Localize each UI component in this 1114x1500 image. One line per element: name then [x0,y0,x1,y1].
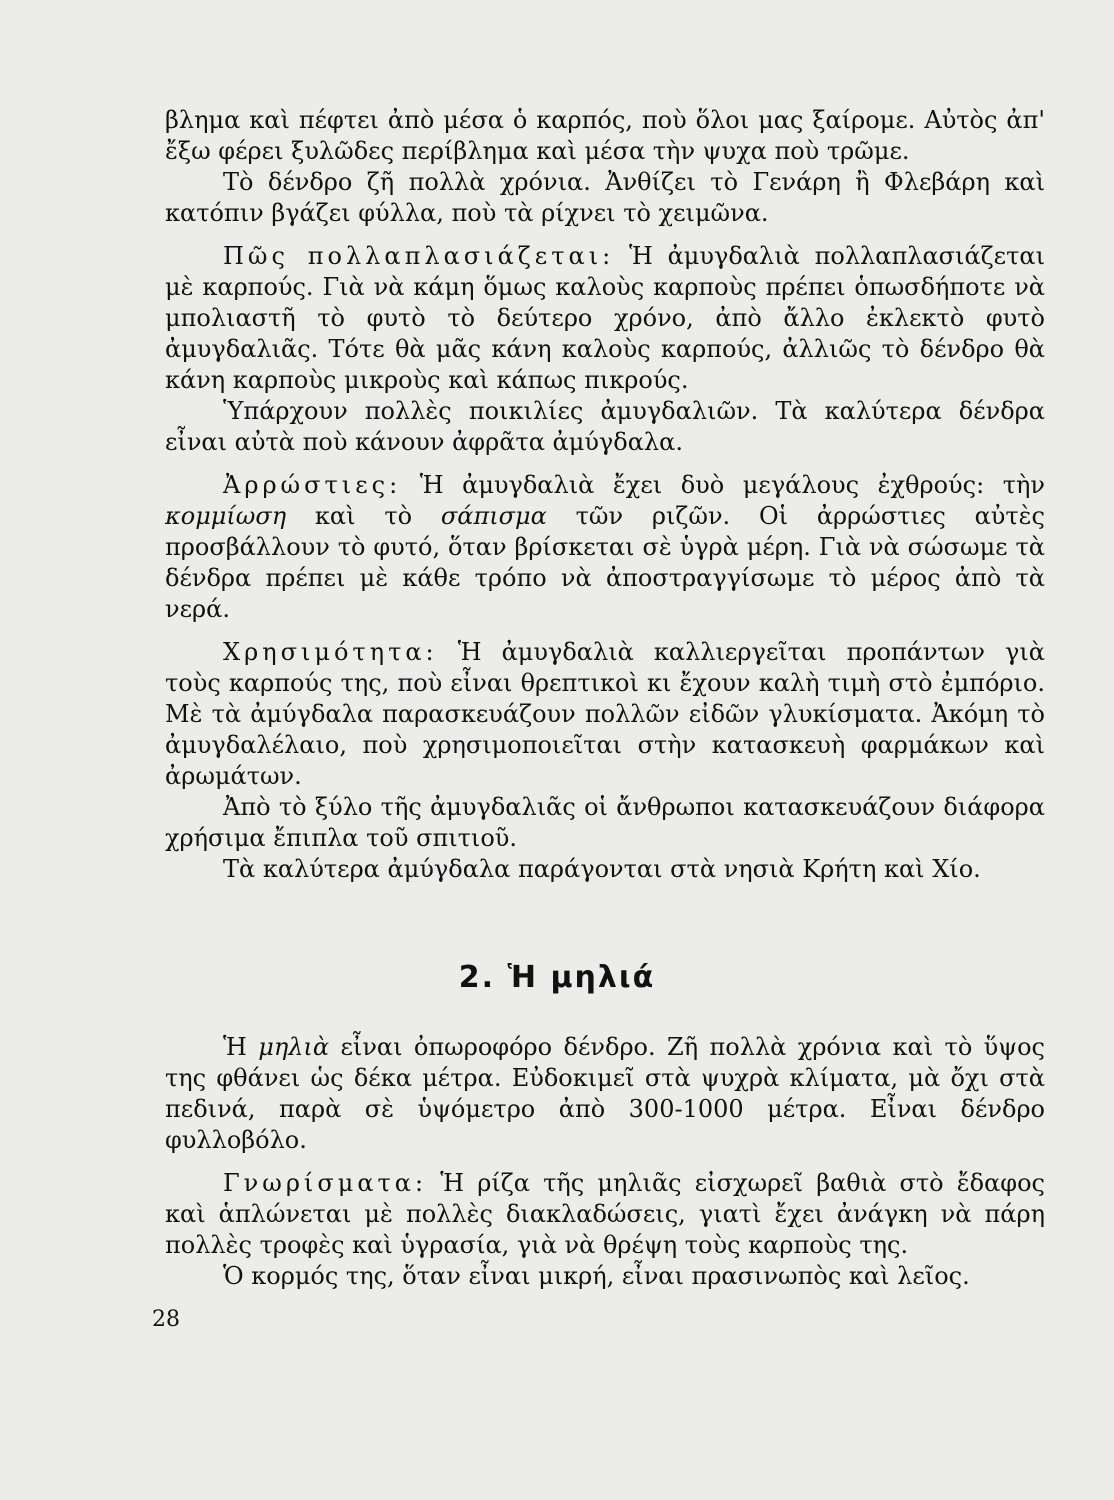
section-almond-text [165,105,1045,885]
multiplication-text: Ἡ ἀμυγδαλιὰ πολλαπλασιάζεται μὲ καρπούς. Γιὰ νὰ κάμη ὅμως καλοὺς καρποὺς πρέπει ὁπωσδήποτε νὰ μπολιαστῆ τὸ φυτὸ τὸ δεύτερο χρόνο, ἀπὸ ἄλλο ἐκλεκτὸ φυτὸ ἀμυγδαλιᾶς. Τότε θὰ μᾶς κάνη καλοὺς καρπούς, ἀλλιῶς τὸ δένδρο θὰ κάνη καρποὺς μικροὺς καὶ κάπως πικρούς. [165,242,1045,394]
paragraph-diseases [165,470,1045,625]
apple-intro-rest: εἶναι ὀπωροφόρο δένδρο. Ζῆ πολλὰ χρόνια καὶ τὸ ὕψος της φθάνει ὡς δέκα μέτρα. Εὐδοκιμεῖ στὰ ψυχρὰ κλίματα, μὰ ὄχι στὰ πεδινά, παρὰ σὲ ὑψόμετρο ἀπὸ 300-1000 μέτρα. Εἶναι δένδρο φυλλοβόλο. [165,1033,1045,1154]
diseases-text-middle: καὶ τὸ [314,502,413,530]
paragraph-lifespan: Τὸ δένδρο ζῆ πολλὰ χρόνια. Ἀνθίζει τὸ Γενάρη ἢ Φλεβάρη καὶ κατόπιν βγάζει φύλλα, ποὺ τὰ ρίχνει τὸ χειμῶνα. [165,168,1045,227]
paragraph-apple-features [165,1168,1045,1261]
paragraph-usefulness [165,637,1045,792]
page-number: 28 [152,1307,180,1332]
usefulness-text: Ἡ ἀμυγδαλιὰ καλλιεργεῖται προπάντων γιὰ τοὺς καρπούς της, ποὺ εἶναι θρεπτικοὶ κι ἔχουν καλὴ τιμὴ στὸ ἐμπόριο. Μὲ τὰ ἀμύγδαλα παρασκευάζουν πολλῶν εἰδῶν γλυκίσματα. Ἀκόμη τὸ ἀμυγδαλέλαιο, ποὺ χρησιμοποιεῖται στὴν κατασκευὴ φαρμάκων καὶ ἀρωμάτων. [165,638,1045,790]
disease-term-rot: σάπισμα [440,502,547,530]
paragraph-multiplication [165,241,1045,396]
diseases-text-before: Ἡ ἀμυγδαλιὰ ἔχει δυὸ μεγάλους ἐχθρούς: τὴν [419,471,1045,499]
features-label: Γνωρίσματα: [223,1169,428,1197]
paragraph-apple-intro [165,1032,1045,1156]
usefulness-label: Χρησιμότητα: [223,638,438,666]
paragraph-fruit: βλημα καὶ πέφτει ἀπὸ μέσα ὁ καρπός, ποὺ ὅλοι μας ξαίρομε. Αὐτὸς ἀπ' ἔξω φέρει ξυλῶδες περίβλημα καὶ μέσα τὴν ψυχα ποὺ τρῶμε. [165,106,1045,165]
paragraph-wood: Ἀπὸ τὸ ξύλο τῆς ἀμυγδαλιᾶς οἱ ἄνθρωποι κατασκευάζουν διάφορα χρήσιμα ἔπιπλα τοῦ σπιτιοῦ. [165,793,1045,852]
multiplication-label: Πῶς πολλαπλασιάζεται: [223,242,615,270]
diseases-text-after: τῶν ριζῶν. Οἱ ἀρρώστιες αὐτὲς προσβάλλουν τὸ φυτό, ὅταν βρίσκεται σὲ ὑγρὰ μέρη. Γιὰ νὰ σώσωμε τὰ δένδρα πρέπει μὲ κάθε τρόπο νὰ ἀποστραγγίσωμε τὸ μέρος ἀπὸ τὰ νερά. [165,502,1045,623]
features-text: Ἡ ρίζα τῆς μηλιᾶς εἰσχωρεῖ βαθιὰ στὸ ἔδαφος καὶ ἁπλώνεται μὲ πολλὲς διακλαδώσεις, γιατὶ ἔχει ἀνάγκη νὰ πάρη πολλὲς τροφὲς καὶ ὑγρασία, γιὰ νὰ θρέψη τοὺς καρποὺς της. [165,1169,1045,1259]
section-apple-text [165,1032,1045,1292]
paragraph-apple-trunk: Ὁ κορμός της, ὅταν εἶναι μικρή, εἶναι πρασινωπὸς καὶ λεῖος. [223,1262,970,1290]
diseases-label: Ἀρρώστιες: [223,471,402,499]
paragraph-best-almonds: Τὰ καλύτερα ἀμύγδαλα παράγονται στὰ νησιὰ Κρήτη καὶ Χίο. [223,855,981,883]
disease-term-gummosis: κομμίωση [165,502,287,530]
paragraph-varieties: Ὑπάρχουν πολλὲς ποικιλίες ἀμυγδαλιῶν. Τὰ καλύτερα δένδρα εἶναι αὐτὰ ποὺ κάνουν ἀφρᾶτα ἀμύγδαλα. [165,397,1045,456]
apple-term: μηλιὰ [258,1033,330,1061]
apple-intro-start: Ἡ [223,1033,247,1061]
section-heading-apple: 2. Ἡ μηλιά [458,960,656,995]
